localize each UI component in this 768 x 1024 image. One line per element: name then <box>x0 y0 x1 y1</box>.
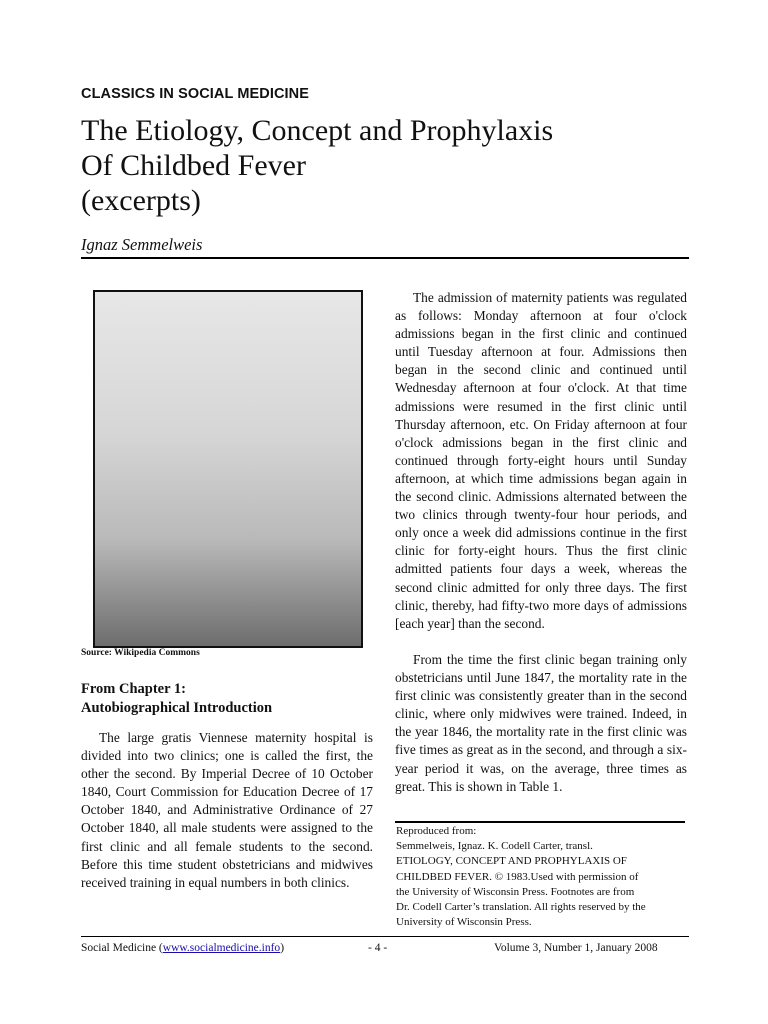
journal-website-link[interactable]: www.socialmedicine.info <box>162 942 281 954</box>
reproduction-notice <box>396 824 688 930</box>
reproduction-line: the University of Wisconsin Press. Footnotes are from <box>396 885 635 898</box>
page-number: - 4 - <box>368 942 388 954</box>
article-title <box>81 113 553 218</box>
series-label: CLASSICS IN SOCIAL MEDICINE <box>81 86 310 102</box>
reproduction-line: Reproduced from: <box>396 825 477 837</box>
author-portrait-image <box>93 290 363 648</box>
author-name: Ignaz Semmelweis <box>81 235 203 254</box>
reproduction-line: Dr. Codell Carter’s translation. All rights reserved by the <box>396 901 646 914</box>
reproduction-line: ETIOLOGY, CONCEPT AND PROPHYLAXIS OF <box>396 855 627 868</box>
right-column-paragraph-1: The admission of maternity patients was regulated as follows: Monday afternoon at four o'clock admissions began in the first clinic and continued until Tuesday afternoon at four. Admissions then began in the second clinic and continued until Wednesday afternoon at four o'clock. At that time admissions were resumed in the first clinic until Thursday afternoon, etc. On Friday afternoon at four o'clock admissions began in the first clinic and continued through forty-eight hours until Sunday afternoon, at which time admissions began again in the second clinic. Admissions alternated between the two clinics through twenty-four hour periods, and only once a week did admissions continue in the first clinic for forty-eight hours. Thus the first clinic admitted patients four days a week, whereas the second clinic admitted for only three days. The first clinic, thereby, had fifty-two more days of admissions [each year] than the second. <box>395 290 687 631</box>
title-line-1: The Etiology, Concept and Prophylaxis <box>81 114 554 147</box>
volume-info: Volume 3, Number 1, January 2008 <box>494 942 658 954</box>
title-line-3: (excerpts) <box>81 184 201 217</box>
footer-journal-prefix: Social Medicine ( <box>81 942 163 954</box>
reproduction-line: Semmelweis, Ignaz. K. Codell Carter, transl. <box>396 840 593 853</box>
right-column-paragraph-2: From the time the first clinic began training only obstetricians until June 1847, the mortality rate in the first clinic was consistently greater than in the second clinic, where only midwives were trained. Indeed, in the year 1846, the mortality rate in the first clinic was five times as great as in the second, and through a six-year period it was, on the average, three times as great. This is shown in Table 1. <box>395 652 687 794</box>
reproduction-divider <box>395 821 685 823</box>
footer-journal <box>81 942 284 954</box>
chapter-heading <box>81 680 272 718</box>
chapter-heading-line-1: From Chapter 1: <box>81 681 186 697</box>
reproduction-line: CHILDBED FEVER. © 1983.Used with permission of <box>396 870 639 883</box>
footer-divider <box>81 936 689 937</box>
header-divider <box>81 257 689 259</box>
chapter-heading-line-2: Autobiographical Introduction <box>81 700 273 716</box>
figure-caption: Source: Wikipedia Commons <box>81 648 200 658</box>
left-column-paragraph: The large gratis Viennese maternity hospital is divided into two clinics; one is called the first, the other the second. By Imperial Decree of 10 October 1840, Court Commission for Education Decree of 17 October 1840, and Administrative Ordinance of 27 October 1840, all male students were assigned to the first clinic and all female students to the second. Before this time student obstetricians and midwives received training in equal numbers in both clinics. <box>81 730 373 890</box>
footer-journal-suffix: ) <box>280 942 285 954</box>
title-line-2: Of Childbed Fever <box>81 149 306 182</box>
reproduction-line: University of Wisconsin Press. <box>396 916 532 929</box>
